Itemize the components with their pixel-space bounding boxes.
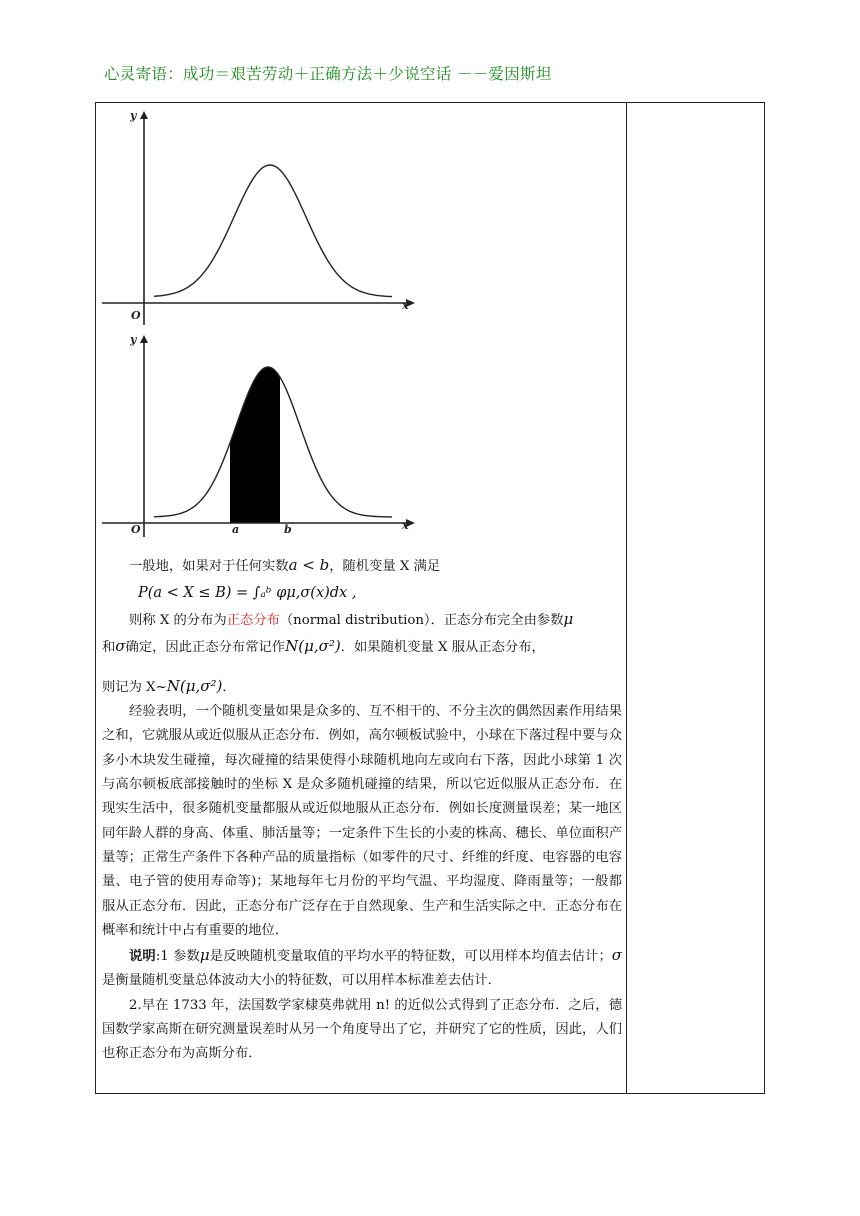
note1-prefix: :1 参数 [155, 949, 200, 965]
line2-prefix: 和 [102, 639, 116, 655]
definition-paragraph [102, 607, 622, 633]
sigma-symbol-2: σ [611, 946, 623, 965]
note-label: 说明 [129, 949, 156, 965]
table-column-divider [626, 103, 627, 1093]
content-table [95, 102, 765, 1094]
definition-line-3 [102, 674, 622, 700]
line2-mid: 确定，因此正态分布常记作 [125, 639, 286, 655]
normal-notation-2: N(μ,σ²) [166, 676, 223, 695]
definition-line-2 [102, 634, 622, 660]
mu-symbol: μ [563, 610, 574, 629]
mu-symbol-2: μ [199, 946, 210, 965]
b-mark-label: b [284, 523, 292, 536]
note-paragraph-2: 2.早在 1733 年，法国数学家棣莫弗就用 n! 的近似公式得到了正态分布．之后，德国数学家高斯在研究测量误差时从另一个角度导出了它，并研究了它的性质，因此，人们也称正态分布为高斯分布． [102, 997, 622, 1062]
origin-label: O [131, 309, 141, 322]
x-axis-label: x [402, 299, 409, 312]
sigma-symbol: σ [115, 636, 126, 655]
normal-curve-svg [102, 109, 422, 325]
note1-tail: 是衡量随机变量总体波动大小的特征数，可以用样本标准差去估计． [102, 973, 501, 989]
body-text [102, 553, 622, 1067]
line3-suffix: ． [222, 679, 236, 695]
experience-paragraph: 经验表明，一个随机变量如果是众多的、互不相干的、不分主次的偶然因素作用结果之和，它就服从或近似服从正态分布．例如，高尔顿板试验中，小球在下落过程中要与众多小木块发生碰撞，每次碰撞的结果使得小球随机地向左或向右下落，因此小球第 1 次与高尔顿板底部接触时的坐标 X 是众多随机碰撞的结果，所以它近似服从正态分布．在现实生活中，很多随机变量都服从或近似地服从正态分布．例如长度测量误差；某一地区同年龄人群的身高、体重、肺活量等；一定条件下生长的小麦的株高、穗长、单位面积产量等；正常生产条件下各种产品的质量指标（如零件的尺寸、纤维的纤度、电容器的电容量、电子管的使用寿命等)；某地每年七月份的平均气温、平均湿度、降雨量等；一般都服从正态分布．因此，正态分布广泛存在于自然现象、生产和生活实际之中．正态分布在概率和统计中占有重要的地位． [102, 704, 622, 938]
y-axis-arrow [140, 335, 148, 343]
intro-line [102, 553, 622, 579]
normal-curve-figure [102, 109, 422, 325]
note-paragraph-1 [102, 943, 622, 994]
y-axis-label: y [130, 109, 137, 122]
definition-prefix: 则称 X 的分布为 [129, 613, 227, 629]
definition-english: （normal distribution） [279, 613, 431, 629]
x-axis-label: x [402, 519, 409, 532]
intro-prefix: 一般地，如果对于任何实数 [129, 559, 289, 574]
bell-curve [154, 165, 392, 297]
y-axis-label: y [130, 333, 137, 346]
shaded-area-figure [102, 329, 422, 537]
note1-suffix: 是反映随机变量取值的平均水平的特征数，可以用样本均值去估计； [209, 949, 612, 965]
intro-math: a < b [288, 556, 330, 574]
shaded-area-svg [102, 329, 422, 537]
origin-label: O [131, 523, 141, 536]
y-axis-arrow [140, 111, 148, 119]
intro-suffix: ，随机变量 X 满足 [329, 559, 441, 574]
a-mark-label: a [232, 523, 240, 536]
motto-header: 心灵寄语：成功＝艰苦劳动＋正确方法＋少说空话 －－爱因斯坦 [104, 65, 552, 83]
probability-formula: P(a < X ≤ B) = ∫ₐᵇ φμ,σ(x)dx , [138, 585, 357, 602]
definition-term: 正态分布 [226, 613, 280, 629]
definition-suffix: ．正态分布完全由参数 [430, 613, 564, 629]
line3-prefix: 则记为 X~ [102, 679, 167, 695]
normal-notation: N(μ,σ²) [285, 636, 341, 655]
shaded-region-a-b [230, 367, 280, 523]
line2-suffix: ．如果随机变量 X 服从正态分布， [340, 639, 545, 655]
